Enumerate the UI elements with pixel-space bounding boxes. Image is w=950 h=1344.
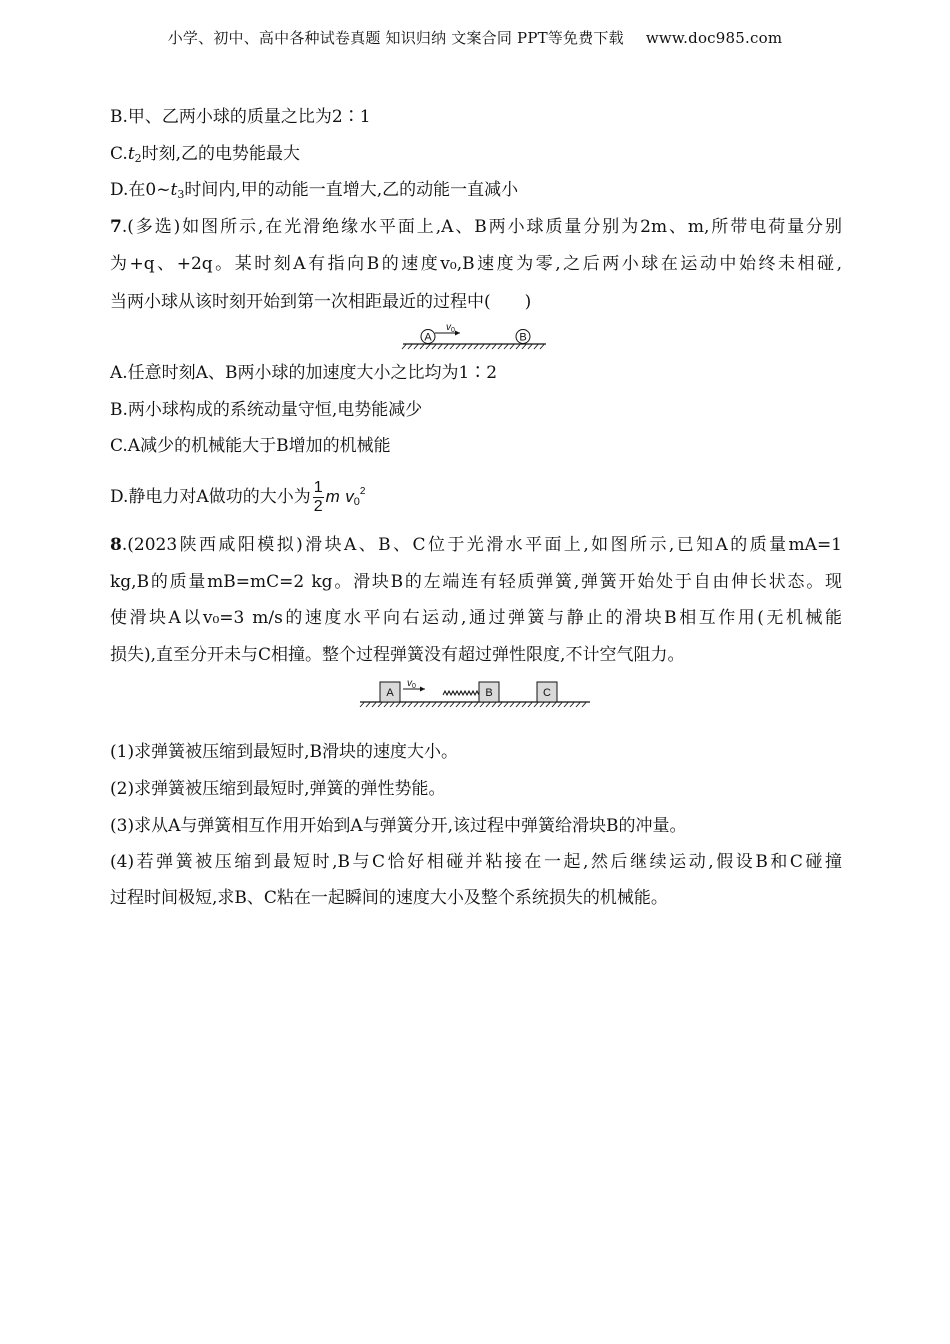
q8-stem-line-1: 8.(2023陕西咸阳模拟)滑块A、B、C位于光滑水平面上,如图所示,已知A的质量mA=1 <box>110 535 842 555</box>
q8-block-c-label: C <box>543 687 551 699</box>
q7-ground-hatch <box>402 345 544 350</box>
q8-part-2: (2)求弹簧被压缩到最短时,弹簧的弹性势能。 <box>110 779 446 799</box>
q6-option-d: D.在$0\sim t_3$时间内,甲的动能一直增大,乙的动能一直减小 <box>110 180 519 201</box>
q8-number: 8 <box>110 535 122 555</box>
q8-velocity-label: $v_0$ <box>407 678 416 690</box>
header-text: 小学、初中、高中各种试卷真题 知识归纳 文案合同 PPT等免费下载 <box>167 29 624 47</box>
q7-option-c: C.A减少的机械能大于B增加的机械能 <box>110 436 391 456</box>
q8-stem-line-4: 损失),直至分开未与C相撞。整个过程弹簧没有超过弹性限度,不计空气阻力。 <box>110 645 685 665</box>
q7-stem-line-3: 当两小球从该时刻开始到第一次相距最近的过程中( ) <box>110 292 532 312</box>
q7-figure <box>400 321 550 351</box>
q8-part-1: (1)求弹簧被压缩到最短时,B滑块的速度大小。 <box>110 742 458 762</box>
q7-option-b: B.两小球构成的系统动量守恒,电势能减少 <box>110 400 423 420</box>
q8-block-b-label: B <box>485 687 493 699</box>
q8-part-3: (3)求从A与弹簧相互作用开始到A与弹簧分开,该过程中弹簧给滑块B的冲量。 <box>110 816 687 836</box>
q7-velocity-label: $v_0$ <box>446 322 455 334</box>
q8-ground-hatch <box>360 703 586 708</box>
q8-part-4-line-1: (4)若弹簧被压缩到最短时,B与C恰好相碰并粘接在一起,然后继续运动,假设B和C碰撞 <box>110 852 842 872</box>
q6-option-c: $C.t_2$时刻,乙的电势能最大 <box>110 144 301 165</box>
q7-ball-b-label: B <box>519 331 527 344</box>
q7-number: 7 <box>110 217 122 237</box>
q6-option-b: B.甲、乙两小球的质量之比为2∶1 <box>110 107 371 127</box>
q8-stem-line-3: 使滑块A以v₀=3 m/s的速度水平向右运动,通过弹簧与静止的滑块B相互作用(无机械能 <box>110 608 842 628</box>
q7-stem-line-2: 为+q、+2q。某时刻A有指向B的速度v₀,B速度为零,之后两小球在运动中始终未相碰, <box>110 254 842 274</box>
q8-spring <box>443 691 479 695</box>
q7-ball-a-label: A <box>424 331 432 344</box>
q8-block-a-label: A <box>386 687 394 699</box>
q8-part-4-line-2: 过程时间极短,求B、C粘在一起瞬间的速度大小及整个系统损失的机械能。 <box>110 888 668 908</box>
page-header <box>0 27 950 48</box>
q7-option-a: A.任意时刻A、B两小球的加速度大小之比均为1∶2 <box>110 363 498 383</box>
header-site: www.doc985.com <box>645 29 783 47</box>
q7-stem-line-1: 7.(多选)如图所示,在光滑绝缘水平面上,A、B两小球质量分别为2m、m,所带电荷量分别 <box>110 217 842 237</box>
q8-figure <box>358 676 592 712</box>
q8-stem-line-2: kg,B的质量mB=mC=2 kg。滑块B的左端连有轻质弹簧,弹簧开始处于自由伸长状态。现 <box>110 572 842 592</box>
q7-option-d: D.静电力对A做功的大小为 $\frac{1}{2}$ m $v_0^2$ <box>110 479 366 515</box>
q7-option-d-fraction: $\frac{1}{2}$ <box>313 479 323 515</box>
